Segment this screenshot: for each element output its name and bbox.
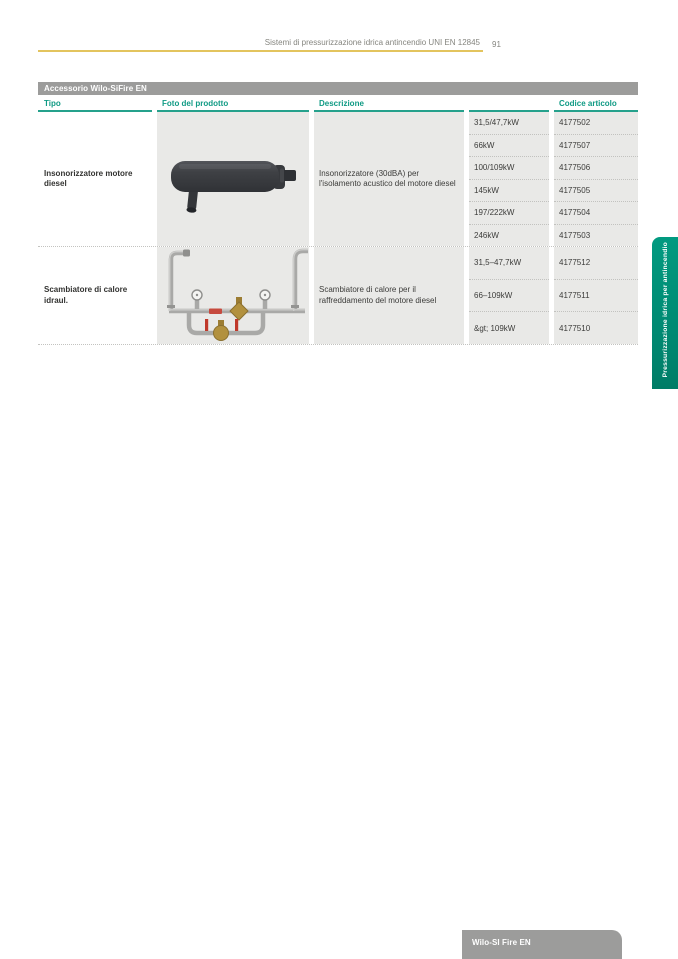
article-code-column	[554, 247, 638, 344]
table-row-group-silencer	[38, 112, 638, 246]
product-photo-heat-exchanger	[157, 247, 309, 344]
column-header-descrizione: Descrizione	[314, 96, 464, 112]
series-bottom-tab: Wilo-SI Fire EN	[462, 930, 622, 959]
power-value: 100/109kW	[469, 156, 549, 179]
chapter-side-tab-label: Pressurizzazione idrica per antincendio	[661, 242, 669, 378]
article-code-column	[554, 112, 638, 246]
power-value: 66kW	[469, 134, 549, 157]
article-code: 4177505	[554, 179, 638, 202]
article-code: 4177510	[554, 311, 638, 344]
accessories-table	[38, 82, 638, 345]
power-column	[469, 112, 549, 246]
article-code: 4177511	[554, 279, 638, 312]
description-text: Insonorizzatore (30dBA) per l'isolamento acustico del motore diesel	[314, 112, 464, 246]
tipo-label: Insonorizzatore motore diesel	[38, 112, 152, 246]
chapter-side-tab	[652, 237, 678, 389]
running-head-title: Sistemi di pressurizzazione idrica antincendio UNI EN 12845	[38, 38, 483, 52]
power-value: 197/222kW	[469, 201, 549, 224]
article-code: 4177502	[559, 118, 591, 128]
article-code: 4177506	[554, 156, 638, 179]
table-title-bar: Accessorio Wilo-SiFire EN	[38, 82, 638, 95]
column-header-foto: Foto del prodotto	[157, 96, 309, 112]
column-header-tipo: Tipo	[38, 96, 152, 112]
power-value: 31,5–47,7kW	[474, 258, 522, 268]
power-value: 145kW	[469, 179, 549, 202]
article-code: 4177503	[554, 224, 638, 247]
article-code: 4177504	[554, 201, 638, 224]
column-header-codice: Codice articolo	[554, 96, 638, 112]
table-bottom-rule	[38, 344, 638, 345]
running-head	[38, 38, 508, 52]
power-column	[469, 247, 549, 344]
power-value: 31,5/47,7kW	[474, 118, 519, 128]
page-number: 91	[492, 40, 501, 49]
silencer-illustration	[157, 112, 309, 246]
heat-exchanger-illustration	[157, 247, 309, 344]
table-row-group-heat-exchanger	[38, 247, 638, 344]
tipo-label: Scambiatore di calore idraul.	[38, 247, 152, 344]
power-value: 66–109kW	[469, 279, 549, 312]
power-value: &gt; 109kW	[469, 311, 549, 344]
article-code: 4177512	[559, 258, 591, 268]
article-code: 4177507	[554, 134, 638, 157]
product-photo-silencer	[157, 112, 309, 246]
description-text: Scambiatore di calore per il raffreddamento del motore diesel	[314, 247, 464, 344]
column-header-power	[469, 96, 549, 112]
power-value: 246kW	[469, 224, 549, 247]
table-header-row	[38, 96, 638, 112]
